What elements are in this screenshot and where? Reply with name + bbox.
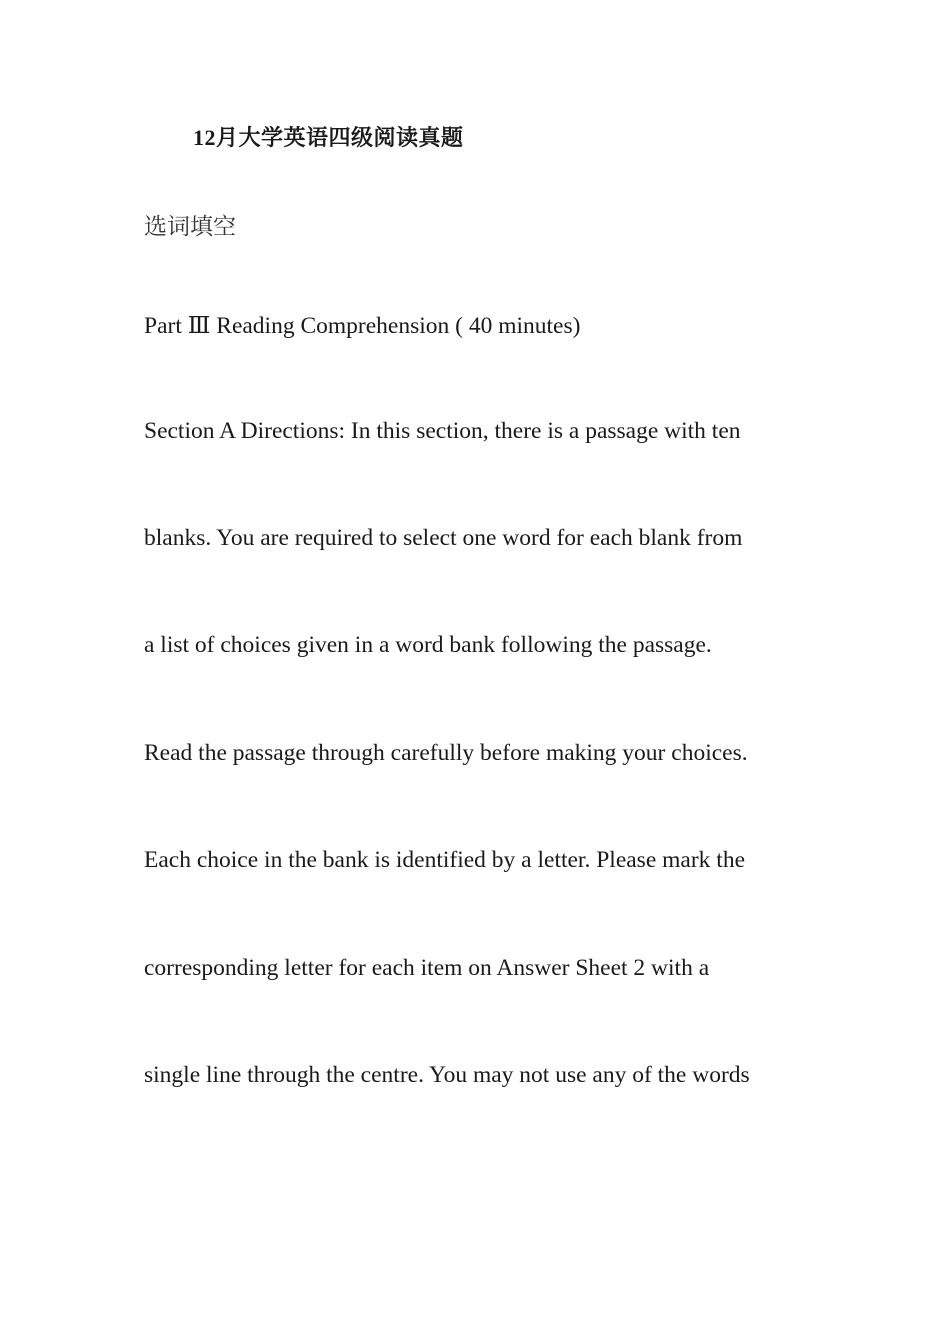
text-line: Each choice in the bank is identified by a letter. Please mark the xyxy=(144,847,745,873)
text-line: corresponding letter for each item on Answer Sheet 2 with a xyxy=(144,955,710,981)
section-subtitle: 选词填空 xyxy=(144,214,236,239)
text-line: blanks. You are required to select one word for each blank from xyxy=(144,525,743,551)
text-line: Section A Directions: In this section, there is a passage with ten xyxy=(144,418,741,444)
text-line: single line through the centre. You may not use any of the words xyxy=(144,1062,750,1088)
text-line: a list of choices given in a word bank following the passage. xyxy=(144,632,712,658)
text-line-part-heading: Part Ⅲ Reading Comprehension ( 40 minutes) xyxy=(144,313,581,339)
document-title: 12月大学英语四级阅读真题 xyxy=(193,125,464,150)
text-line: Read the passage through carefully before making your choices. xyxy=(144,740,748,766)
